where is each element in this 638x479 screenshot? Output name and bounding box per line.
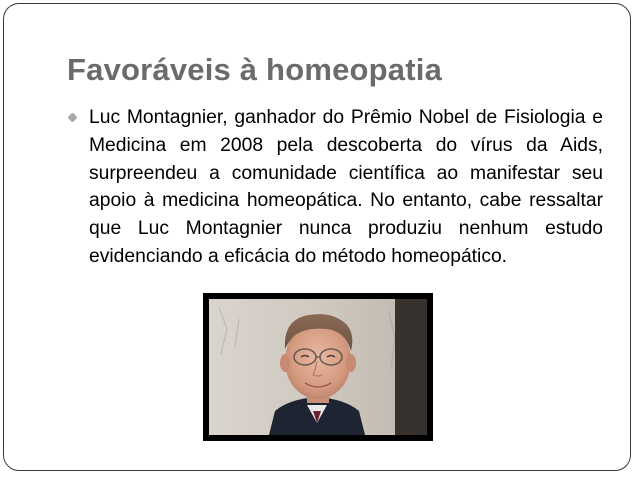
slide-title: Favoráveis à homeopatia (67, 52, 443, 87)
portrait-photo-frame (203, 293, 433, 441)
portrait-photo (209, 299, 427, 435)
bullet-text: Luc Montagnier, ganhador do Prêmio Nobel de Fisiologia e Medicina em 2008 pela descoberta do vírus da Aids, surpreendeu a comunidade científica ao manifestar seu apoio à medicina homeopática. No entanto, cabe ressaltar que Luc Montagnier nunca produziu nenhum estudo evidenciando a eficácia do método homeopático. (89, 107, 603, 267)
bullet-item (68, 104, 603, 271)
bullet-icon (67, 112, 77, 122)
